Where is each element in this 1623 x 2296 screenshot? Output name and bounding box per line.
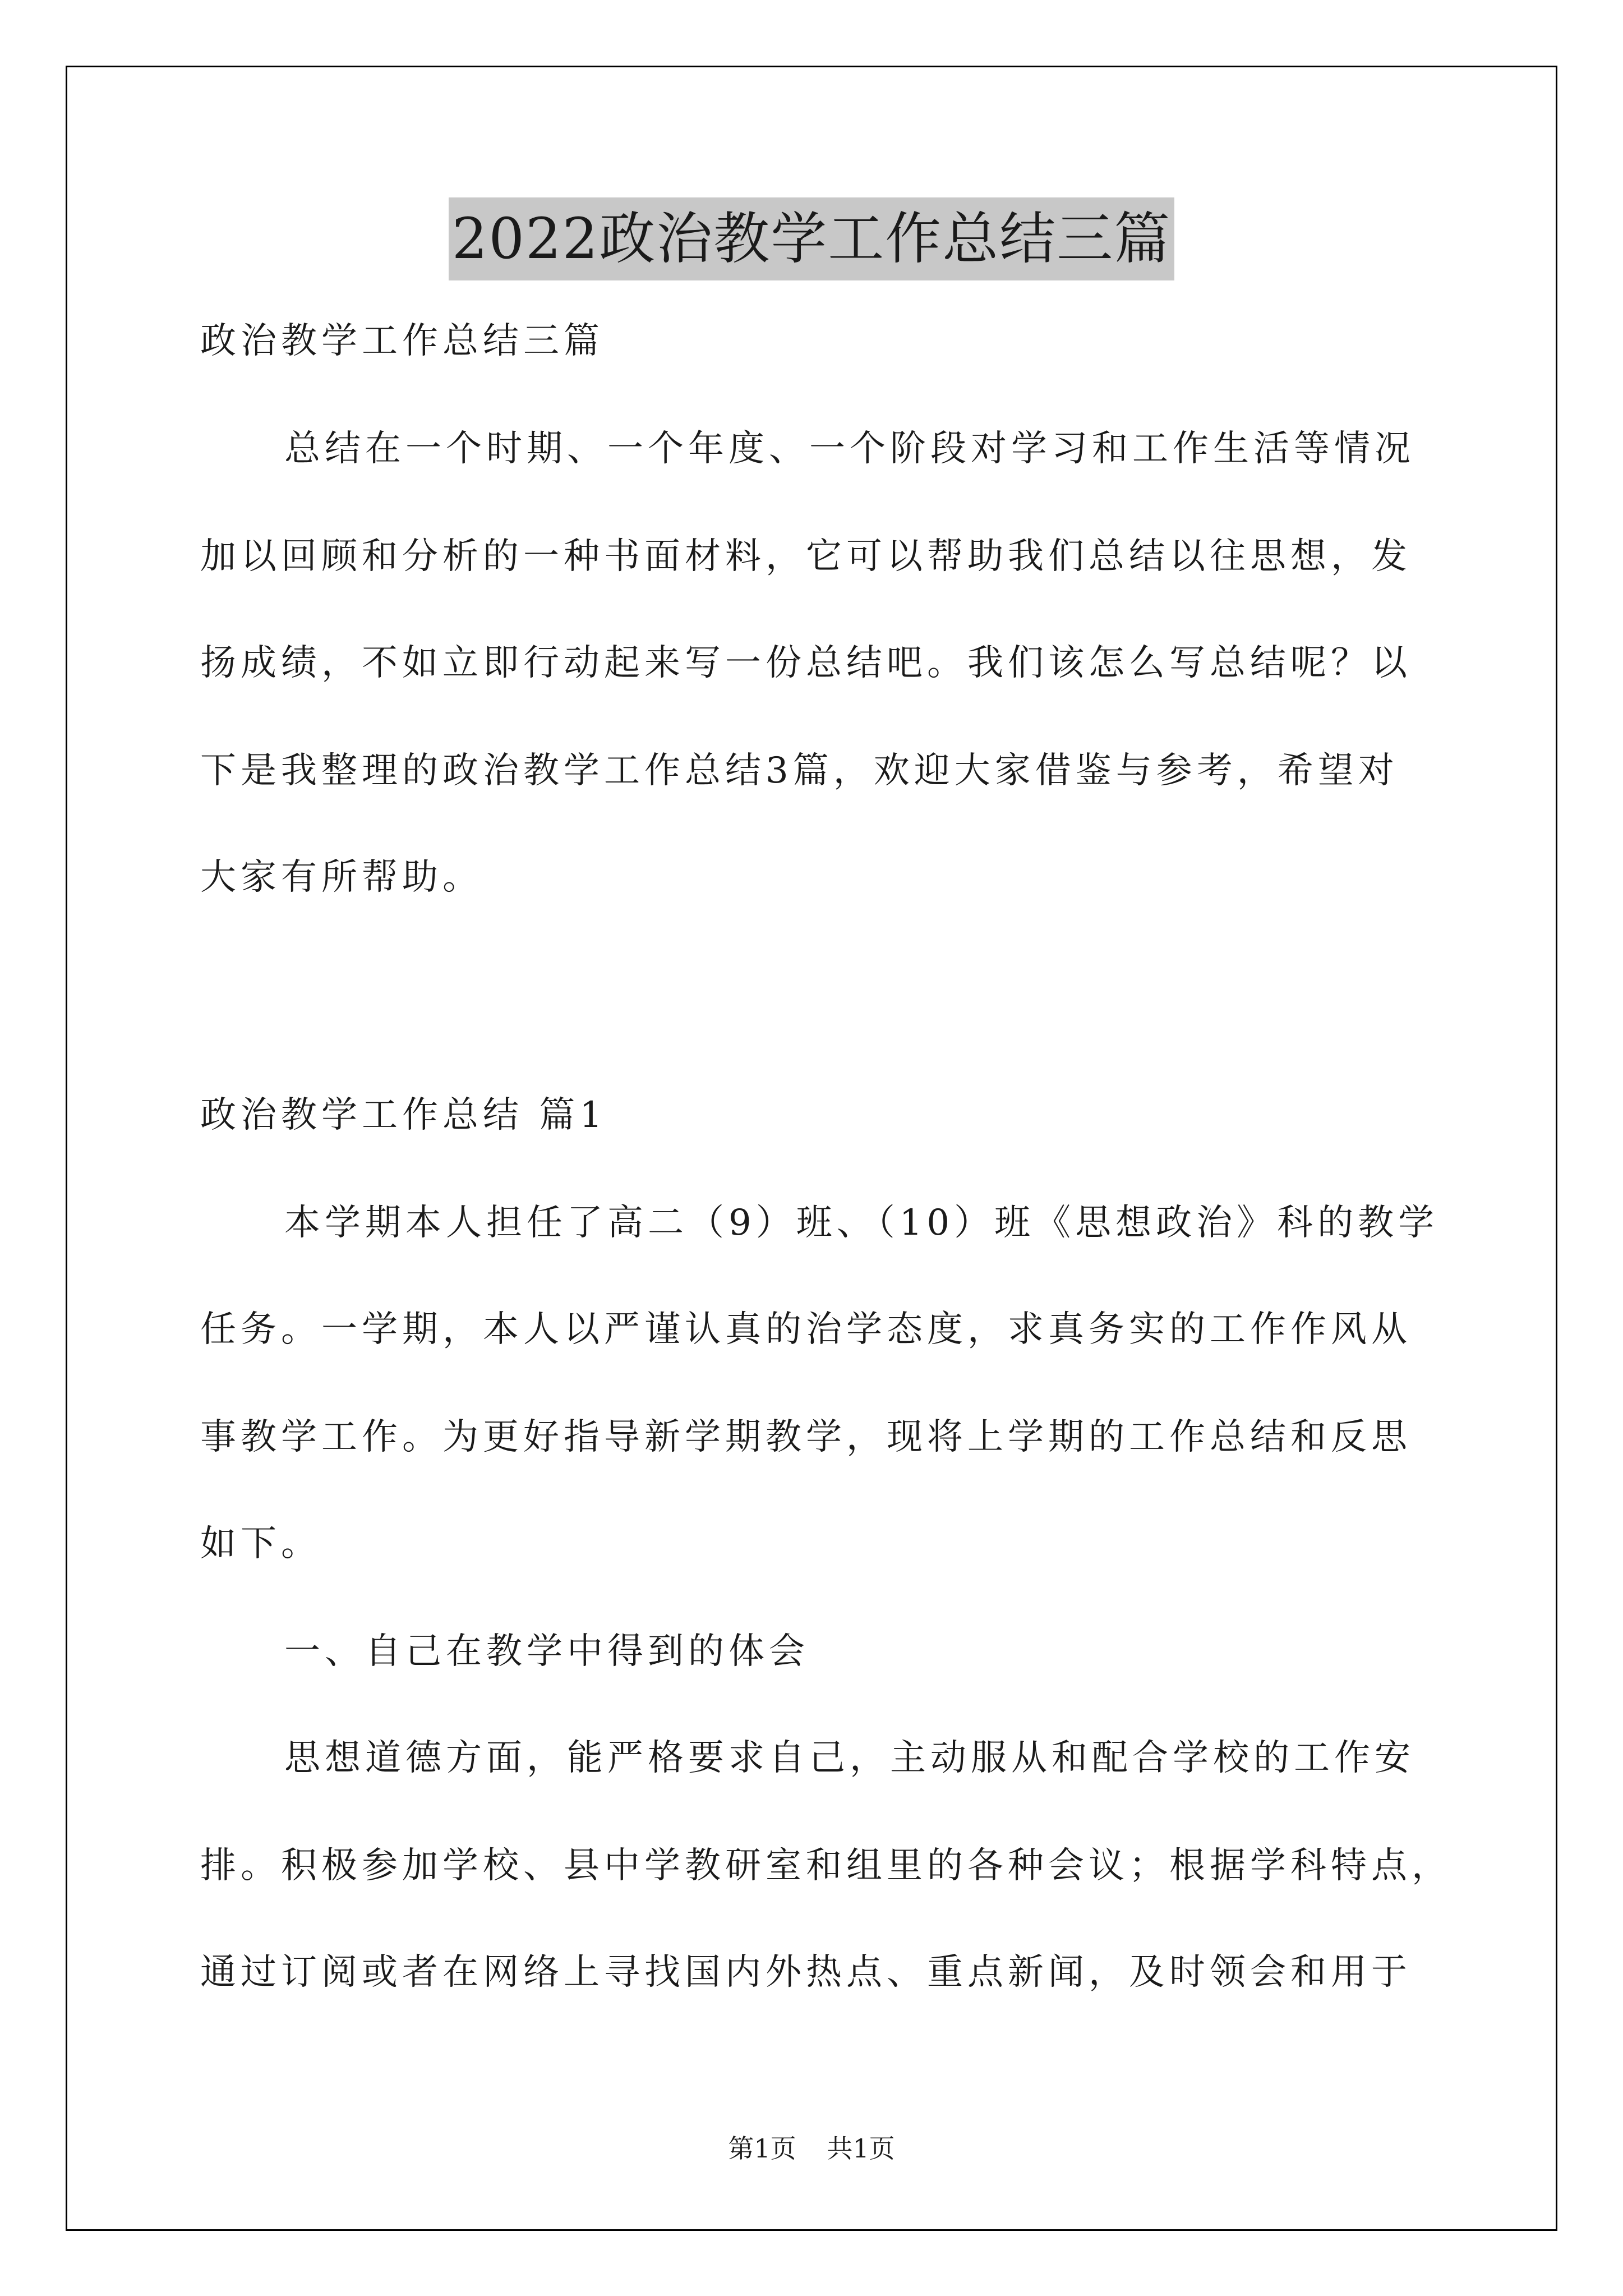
intro-line: 加以回顾和分析的一种书面材料，它可以帮助我们总结以往思想，发	[200, 536, 1412, 577]
paragraph-line: 本学期本人担任了高二（9）班、（10）班《思想政治》科的教学	[284, 1202, 1439, 1244]
intro-line: 扬成绩，不如立即行动起来写一份总结吧。我们该怎么写总结呢？以	[200, 642, 1412, 684]
document-title: 2022政治教学工作总结三篇	[449, 197, 1175, 280]
section-heading: 政治教学工作总结 篇1	[200, 1094, 607, 1136]
page-total: 共1页	[827, 2133, 895, 2164]
page-number: 第1页	[728, 2133, 796, 2164]
paragraph-line: 事教学工作。为更好指导新学期教学，现将上学期的工作总结和反思	[200, 1416, 1412, 1458]
paragraph-line: 如下。	[200, 1523, 321, 1565]
subheading: 一、自己在教学中得到的体会	[284, 1631, 809, 1672]
title-wrapper	[0, 197, 1623, 280]
page-border	[66, 66, 1557, 2231]
intro-line: 总结在一个时期、一个年度、一个阶段对学习和工作生活等情况	[284, 428, 1415, 470]
paragraph-line: 通过订阅或者在网络上寻找国内外热点、重点新闻，及时领会和用于	[200, 1952, 1412, 1993]
intro-line: 下是我整理的政治教学工作总结3篇，欢迎大家借鉴与参考，希望对	[200, 750, 1399, 792]
paragraph-line: 任务。一学期，本人以严谨认真的治学态度，求真务实的工作作风从	[200, 1309, 1412, 1350]
paragraph-line: 排。积极参加学校、县中学教研室和组里的各种会议；根据学科特点，	[200, 1845, 1452, 1887]
paragraph-line: 思想道德方面，能严格要求自己，主动服从和配合学校的工作安	[284, 1737, 1415, 1779]
page-footer	[0, 2132, 1623, 2165]
intro-line: 大家有所帮助。	[200, 857, 483, 898]
document-subtitle: 政治教学工作总结三篇	[200, 320, 604, 362]
